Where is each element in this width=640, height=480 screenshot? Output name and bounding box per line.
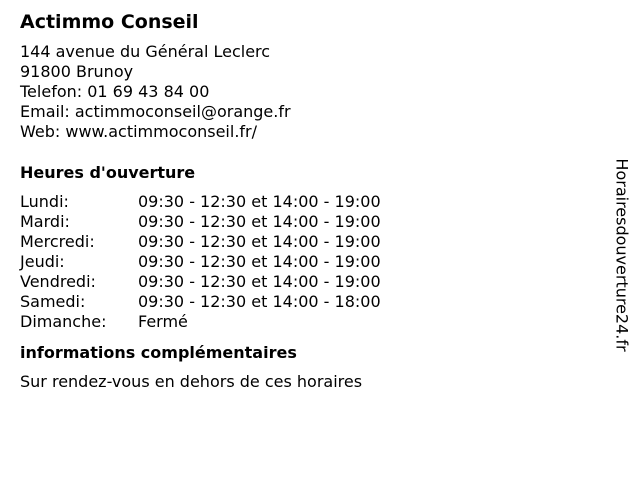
time-value: 09:30 - 12:30 et 14:00 - 18:00 [138,292,381,311]
contact-block [20,42,600,142]
time-value: 09:30 - 12:30 et 14:00 - 19:00 [138,272,381,291]
day-label: Lundi: [20,192,69,211]
day-label: Jeudi: [20,252,65,271]
day-label: Mardi: [20,212,70,231]
hours-row [20,272,600,292]
day-label: Samedi: [20,292,86,311]
hours-heading: Heures d'ouverture [20,163,196,182]
day-label: Mercredi: [20,232,95,251]
hours-row [20,192,600,212]
hours-row [20,312,600,332]
day-label: Dimanche: [20,312,107,331]
hours-row [20,292,600,312]
extra-info-heading: informations complémentaires [20,343,297,362]
business-card [20,8,600,392]
site-watermark: Horairesdouverture24.fr [612,158,632,352]
extra-info-text: Sur rendez-vous en dehors de ces horaires [20,372,363,391]
phone-line: Telefon: 01 69 43 84 00 [20,82,210,101]
time-value: 09:30 - 12:30 et 14:00 - 19:00 [138,212,381,231]
time-value: 09:30 - 12:30 et 14:00 - 19:00 [138,192,381,211]
hours-row [20,232,600,252]
business-name: Actimmo Conseil [20,11,199,33]
hours-row [20,212,600,232]
hours-table [20,192,600,332]
time-value: Fermé [138,312,188,331]
address-line-1: 144 avenue du Général Leclerc [20,42,271,61]
web-line: Web: www.actimmoconseil.fr/ [20,122,257,141]
email-line: Email: actimmoconseil@orange.fr [20,102,291,121]
hours-row [20,252,600,272]
time-value: 09:30 - 12:30 et 14:00 - 19:00 [138,232,381,251]
day-label: Vendredi: [20,272,96,291]
address-line-2: 91800 Brunoy [20,62,134,81]
time-value: 09:30 - 12:30 et 14:00 - 19:00 [138,252,381,271]
